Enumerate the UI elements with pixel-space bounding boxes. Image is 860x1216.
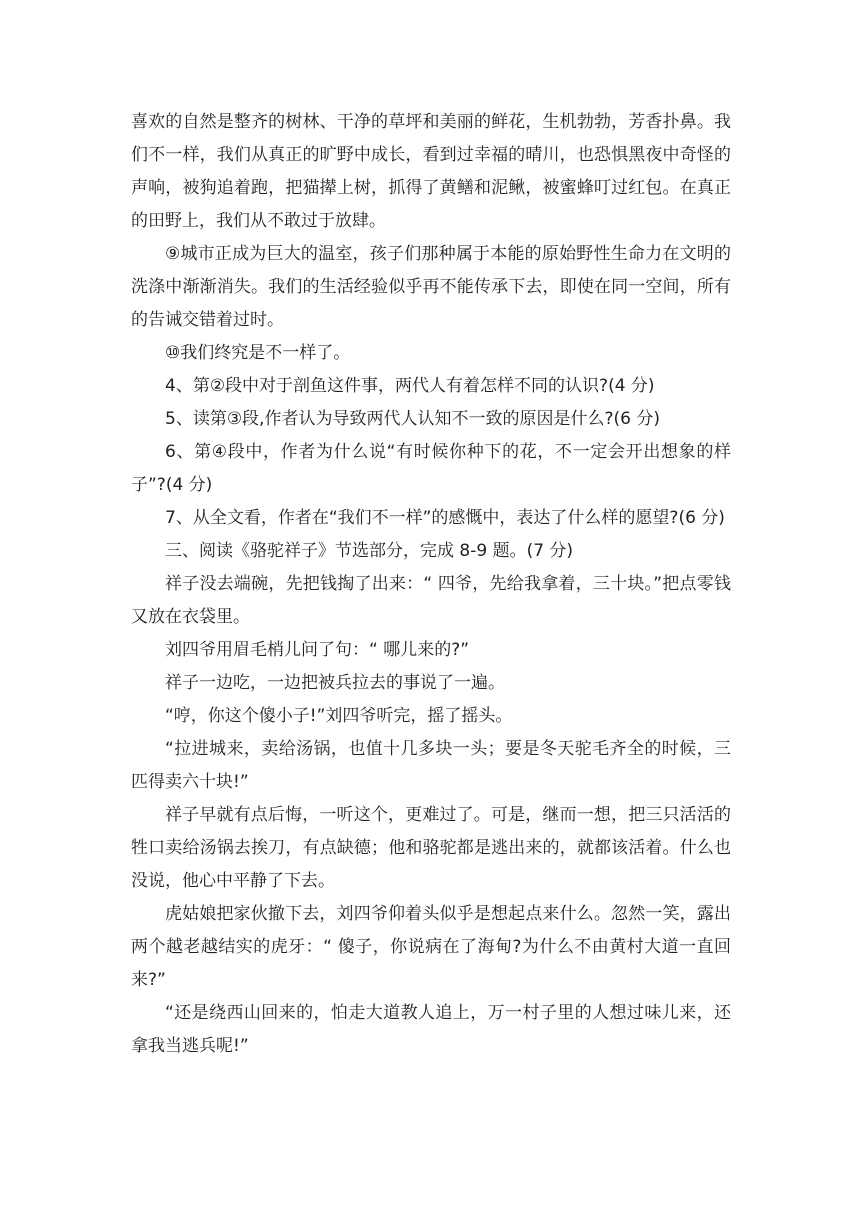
question-4: 4、第②段中对于剖鱼这件事，两代人有着怎样不同的认识?(4 分): [165, 376, 655, 396]
question-7: 7、从全文看，作者在“我们不一样”的感慨中，表达了什么样的愿望?(6 分): [165, 508, 725, 528]
question-5: 5、读第③段,作者认为导致两代人认知不一致的原因是什么?(6 分): [165, 409, 660, 429]
excerpt-paragraph: “还是绕西山回来的，怕走大道教人追上，万一村子里的人想过味儿来，还拿我当逃兵呢!”: [131, 1003, 731, 1056]
excerpt-paragraph: 祥子早就有点后悔，一听这个，更难过了。可是，继而一想，把三只活活的牲口卖给汤锅去挨刀，有点缺德；他和骆驼都是逃出来的，就都该活着。什么也没说，他心中平静了下去。: [131, 805, 731, 891]
question-6: 6、第④段中，作者为什么说“有时候你种下的花，不一定会开出想象的样子”?(4 分): [131, 442, 731, 495]
excerpt-paragraph: “哼，你这个傻小子!”刘四爷听完，摇了摇头。: [165, 706, 513, 726]
paragraph-9: ⑨城市正成为巨大的温室，孩子们那种属于本能的原始野性生命力在文明的洗涤中渐渐消失。我们的生活经验似乎再不能传承下去，即使在同一空间，所有的告诫交错着过时。: [131, 244, 731, 330]
excerpt-paragraph: “拉进城来，卖给汤锅，也值十几多块一头；要是冬天驼毛齐全的时候，三匹得卖六十块!”: [131, 739, 731, 792]
excerpt-paragraph: 祥子没去端碗，先把钱掏了出来：“ 四爷，先给我拿着，三十块。”把点零钱又放在衣袋里。: [131, 574, 731, 627]
excerpt-paragraph: 祥子一边吃，一边把被兵拉去的事说了一遍。: [165, 673, 505, 693]
paragraph-continuation: 喜欢的自然是整齐的树林、干净的草坪和美丽的鲜花，生机勃勃，芳香扑鼻。我们不一样，我们从真正的旷野中成长，看到过幸福的晴川，也恐惧黑夜中奇怪的声响，被狗追着跑，把猫撵上树，抓得了黄鳝和泥鳅，被蜜蜂叮过红包。在真正的田野上，我们从不敢过于放肆。: [131, 112, 731, 231]
section-heading: 三、阅读《骆驼祥子》节选部分，完成 8-9 题。(7 分): [165, 541, 574, 561]
paragraph-10: ⑩我们终究是不一样了。: [165, 343, 351, 363]
excerpt-paragraph: 虎姑娘把家伙撤下去，刘四爷仰着头似乎是想起点来什么。忽然一笑，露出两个越老越结实的虎牙：“ 傻子，你说病在了海甸?为什么不由黄村大道一直回来?”: [131, 904, 731, 990]
document-page: [131, 106, 731, 1063]
excerpt-paragraph: 刘四爷用眉毛梢儿问了句：“ 哪儿来的?”: [165, 640, 470, 660]
